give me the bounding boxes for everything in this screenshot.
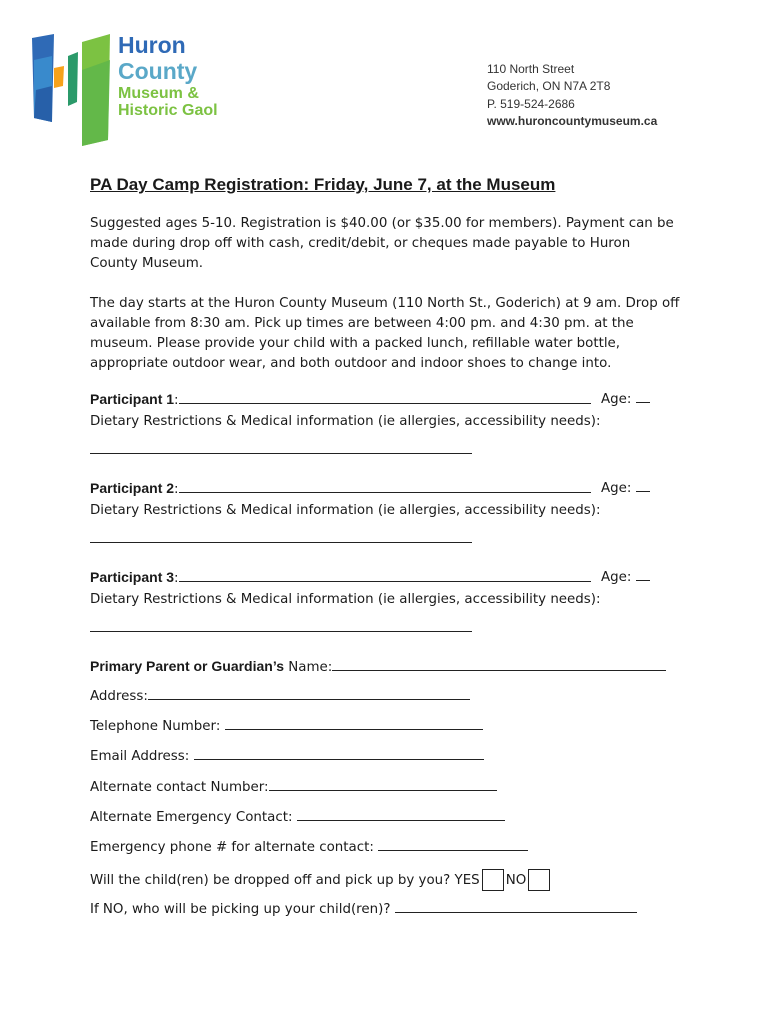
logo-text-huron: Huron [118, 32, 186, 58]
email-label: Email Address: [90, 749, 190, 764]
participant-3-row: Participant 3: [90, 568, 591, 588]
participant-1-dietary-row [90, 441, 472, 460]
participant-2-name-field[interactable] [179, 480, 591, 493]
participant-1-row: Participant 1: [90, 390, 591, 410]
address-city: Goderich, ON N7A 2T8 [487, 79, 611, 94]
no-label: NO [505, 873, 527, 888]
logo-text-museum: Museum & [118, 85, 199, 102]
emergency-phone-field[interactable] [378, 838, 528, 851]
intro-paragraph-2: The day starts at the Huron County Museum (110 North St., Goderich) at 9 am. Drop off available from 8:30 am. Pick up times are between 4:00 pm. and 4:30 pm. at the museum. Please provide your child with a packed lunch, refillable water bottle, appropriate outdoor wear, and both outdoor and indoor shoes to change into. [90, 296, 680, 371]
participant-1-label: Participant 1 [90, 391, 175, 407]
logo-text-county: County [118, 58, 198, 84]
logo-text-historic-gaol: Historic Gaol [118, 102, 218, 119]
page-title: PA Day Camp Registration: Friday, June 7, at the Museum [90, 175, 556, 194]
dropoff-question: Will the child(ren) be dropped off and pick up by you? [90, 873, 451, 888]
participant-2-age-field[interactable] [636, 479, 650, 492]
participant-2-age-label: Age: [601, 481, 632, 496]
dropoff-row [90, 869, 552, 891]
participant-2-dietary-field[interactable] [90, 530, 472, 543]
pickup-row [90, 900, 637, 919]
alt-number-row [90, 778, 497, 797]
participant-3-dietary-label: Dietary Restrictions & Medical information (ie allergies, accessibility needs): [90, 592, 601, 607]
participant-1-age [601, 390, 650, 409]
alt-emergency-row [90, 808, 505, 827]
participant-2-row: Participant 2: [90, 479, 591, 499]
pickup-field[interactable] [395, 900, 637, 913]
logo-mark-icon [30, 30, 110, 150]
no-checkbox[interactable] [528, 869, 550, 891]
intro-paragraph-1: Suggested ages 5-10. Registration is $40.00 (or $35.00 for members). Payment can be made during drop off with cash, credit/debit, or cheques made payable to Huron County Museum. [90, 216, 674, 271]
telephone-label: Telephone Number: [90, 719, 221, 734]
telephone-row [90, 717, 483, 736]
guardian-name-field[interactable] [332, 658, 666, 671]
museum-address [487, 61, 657, 130]
telephone-field[interactable] [225, 717, 483, 730]
guardian-name-label-bold: Primary Parent or Guardian’s [90, 658, 284, 674]
participant-1-dietary-label: Dietary Restrictions & Medical information (ie allergies, accessibility needs): [90, 414, 601, 429]
participant-3-age [601, 568, 650, 587]
address-field[interactable] [148, 687, 470, 700]
pickup-question: If NO, who will be picking up your child(ren)? [90, 902, 391, 917]
participant-2-dietary-row [90, 530, 472, 549]
emergency-phone-label: Emergency phone # for alternate contact: [90, 840, 374, 855]
alt-number-label: Alternate contact Number: [90, 780, 269, 795]
participant-3-age-label: Age: [601, 570, 632, 585]
guardian-name-row [90, 657, 666, 677]
participant-3-age-field[interactable] [636, 568, 650, 581]
participant-3-label: Participant 3 [90, 569, 175, 585]
address-label: Address: [90, 689, 148, 704]
address-phone: P. 519-524-2686 [487, 96, 575, 111]
participant-1-age-field[interactable] [636, 390, 650, 403]
participant-3-dietary-field[interactable] [90, 619, 472, 632]
participant-2-label: Participant 2 [90, 480, 175, 496]
yes-checkbox[interactable] [482, 869, 504, 891]
alt-number-field[interactable] [269, 778, 497, 791]
email-field[interactable] [194, 747, 484, 760]
alt-emergency-label: Alternate Emergency Contact: [90, 810, 293, 825]
emergency-phone-row [90, 838, 528, 857]
participant-3-name-field[interactable] [179, 569, 591, 582]
participant-3-dietary-row [90, 619, 472, 638]
participant-1-age-label: Age: [601, 392, 632, 407]
address-website: www.huroncountymuseum.ca [487, 113, 658, 128]
participant-1-dietary-field[interactable] [90, 441, 472, 454]
alt-emergency-field[interactable] [297, 808, 505, 821]
email-row [90, 747, 484, 766]
address-street: 110 North Street [487, 62, 575, 76]
participant-1-name-field[interactable] [179, 391, 591, 404]
guardian-name-label: Name: [288, 660, 333, 675]
address-row [90, 687, 470, 706]
participant-2-age [601, 479, 650, 498]
participant-2-dietary-label: Dietary Restrictions & Medical information (ie allergies, accessibility needs): [90, 503, 601, 518]
yes-label: YES [454, 873, 480, 888]
